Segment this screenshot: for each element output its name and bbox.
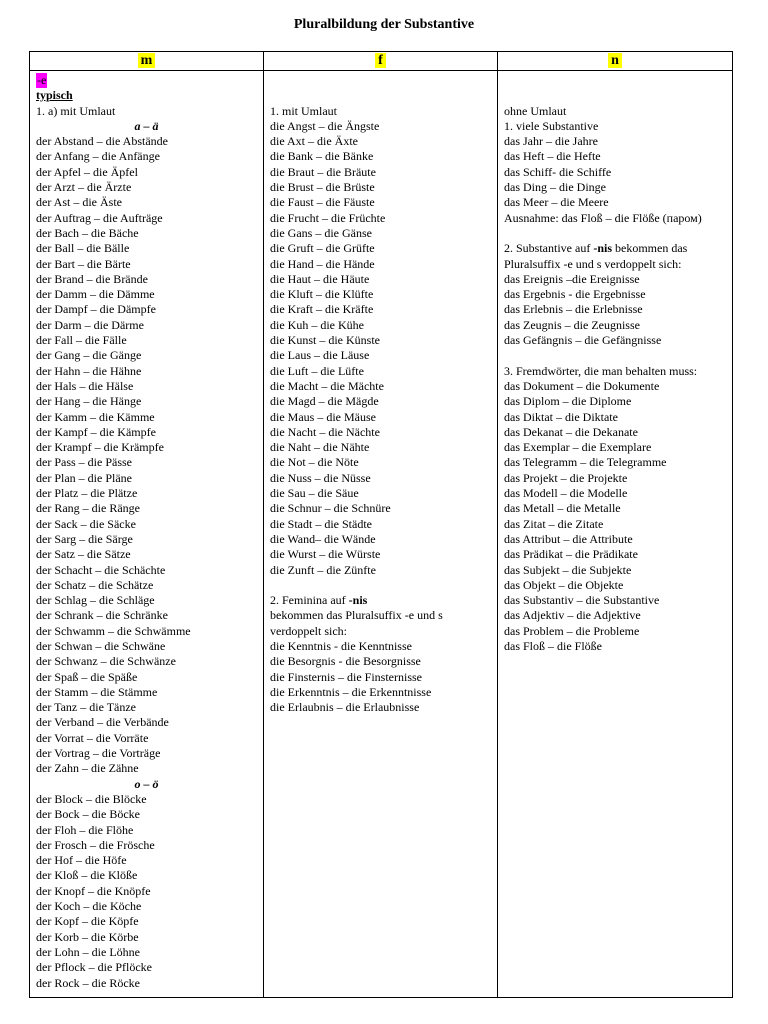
list-item: das Zitat – die Zitate [504,516,604,531]
list-item: der Pflock – die Pflöcke [36,960,152,975]
list-item: die Kraft – die Kräfte [270,302,374,317]
list-item: das Adjektiv – die Adjektive [504,608,641,623]
list-item: die Not – die Nöte [270,455,359,470]
list-item: der Plan – die Pläne [36,470,132,485]
list-item: das Problem – die Probleme [504,623,640,638]
list-item: die Kenntnis - die Kenntnisse [270,638,412,653]
list-item: der Schlag – die Schläge [36,593,155,608]
list-item: der Kopf – die Köpfe [36,914,139,929]
list-item: die Haut – die Häute [270,271,370,286]
list-item: der Knopf – die Knöpfe [36,883,151,898]
header-label: m [138,53,156,68]
list-item: die Erlaubnis – die Erlaubnisse [270,700,420,715]
list-item: der Gang – die Gänge [36,348,142,363]
list-item: das Ergebnis - die Ergebnisse [504,287,646,302]
list-item: die Braut – die Bräute [270,164,376,179]
intro-text: 1. a) mit Umlaut [36,103,116,118]
list-item: der Schwan – die Schwäne [36,638,166,653]
header-masculine [30,52,264,71]
list-item: die Wand– die Wände [270,531,376,546]
list-item: das Jahr – die Jahre [504,134,598,149]
list-item: das Ereignis –die Ereignisse [504,271,640,286]
list-item: die Sau – die Säue [270,486,359,501]
group-heading-a: a – ä [134,118,159,133]
list-item: die Gans – die Gänse [270,225,372,240]
section-heading: 2. Substantive auf -nis bekommen das Pluralsuffix -e und s verdoppelt sich: [504,241,688,271]
list-item: der Frosch – die Frösche [36,837,155,852]
list-item: das Telegramm – die Telegramme [504,455,667,470]
list-item: der Hals – die Hälse [36,378,134,393]
intro-text: ohne Umlaut [504,103,567,118]
list-item: der Brand – die Brände [36,271,148,286]
subtitle: typisch [36,88,73,103]
list-item: das Schiff- die Schiffe [504,164,612,179]
list-item: die Frucht – die Früchte [270,210,386,225]
list-item: der Hof – die Höfe [36,853,127,868]
list-item: das Subjekt – die Subjekte [504,562,632,577]
list-item: der Lohn – die Löhne [36,944,140,959]
list-item: der Schatz – die Schätze [36,577,154,592]
header-label: f [375,53,386,68]
list-item: der Floh – die Flöhe [36,822,134,837]
section-heading: 3. Fremdwörter, die man behalten muss: [504,363,698,378]
list-item: die Faust – die Fäuste [270,195,375,210]
list-item: die Finsternis – die Finsternisse [270,669,422,684]
list-item: das Diktat – die Diktate [504,409,618,424]
suffix-marker: -e [37,73,47,87]
page-title: Pluralbildung der Substantive [293,17,475,32]
intro-text: 1. mit Umlaut [270,103,337,118]
list-item: der Arzt – die Ärzte [36,180,132,195]
list-item: die Gruft – die Grüfte [270,241,375,256]
list-item: der Bach – die Bäche [36,225,139,240]
list-item: der Rock – die Röcke [36,975,140,990]
list-item: die Laus – die Läuse [270,348,370,363]
list-item: die Nuss – die Nüsse [270,470,371,485]
header-neuter [498,52,733,71]
list-item: die Naht – die Nähte [270,440,370,455]
list-item: der Schacht – die Schächte [36,562,166,577]
list-item: der Ball – die Bälle [36,241,130,256]
list-item: das Prädikat – die Prädikate [504,547,638,562]
list-item: die Zunft – die Zünfte [270,562,376,577]
list-item: die Macht – die Mächte [270,378,384,393]
list-item: der Satz – die Sätze [36,547,131,562]
list-item: das Exemplar – die Exemplare [504,440,652,455]
list-item: der Stamm – die Stämme [36,684,158,699]
list-item: die Stadt – die Städte [270,516,372,531]
list-item: der Auftrag – die Aufträge [36,210,163,225]
list-item: das Projekt – die Projekte [504,470,628,485]
list-item: der Zahn – die Zähne [36,761,139,776]
list-item: der Korb – die Körbe [36,929,139,944]
list-item: der Sack – die Säcke [36,516,136,531]
group-heading-o: o – ö [134,776,159,791]
list-item: das Metall – die Metalle [504,501,621,516]
list-item: das Modell – die Modelle [504,486,628,501]
list-item: die Brust – die Brüste [270,180,375,195]
plural-table [29,51,733,998]
column-neuter [498,71,733,998]
list-item: der Darm – die Därme [36,317,144,332]
list-item: der Platz – die Plätze [36,486,138,501]
list-item: das Substantiv – die Substantive [504,593,660,608]
list-item: der Abstand – die Abstände [36,134,168,149]
list-item: der Schwamm – die Schwämme [36,623,191,638]
list-item: der Koch – die Köche [36,899,142,914]
list-item: das Gefängnis – die Gefängnisse [504,333,662,348]
list-item: der Verband – die Verbände [36,715,169,730]
list-item: die Hand – die Hände [270,256,375,271]
list-item: die Angst – die Ängste [270,118,380,133]
list-item: die Axt – die Äxte [270,134,358,149]
list-item: der Schrank – die Schränke [36,608,168,623]
list-item: die Kluft – die Klüfte [270,287,374,302]
header-row [30,52,733,71]
list-item: das Objekt – die Objekte [504,577,624,592]
list-item: die Schnur – die Schnüre [270,501,391,516]
content-row [30,71,733,998]
list-item: die Nacht – die Nächte [270,424,380,439]
list-item: die Kuh – die Kühe [270,317,364,332]
list-item: der Bart – die Bärte [36,256,131,271]
section-heading: 2. Feminina auf -nis [270,593,368,608]
list-item: das Zeugnis – die Zeugnisse [504,317,640,332]
intro-text: 1. viele Substantive [504,118,599,133]
section-text: bekommen das Pluralsuffix -e und s verdoppelt sich: [270,608,443,638]
list-item: der Krampf – die Krämpfe [36,440,164,455]
list-item: der Hahn – die Hähne [36,363,142,378]
list-item: der Kloß – die Klöße [36,868,138,883]
list-item: der Hang – die Hänge [36,394,142,409]
list-item: das Dekanat – die Dekanate [504,424,638,439]
list-item: der Rang – die Ränge [36,501,140,516]
list-item: das Dokument – die Dokumente [504,378,660,393]
list-item: die Besorgnis - die Besorgnisse [270,654,421,669]
list-item: das Erlebnis – die Erlebnisse [504,302,643,317]
list-item: die Wurst – die Würste [270,547,381,562]
list-item: die Bank – die Bänke [270,149,374,164]
list-item: der Schwanz – die Schwänze [36,654,176,669]
list-item: der Bock – die Böcke [36,807,140,822]
header-label: n [608,53,622,68]
list-item: die Luft – die Lüfte [270,363,364,378]
list-item: der Dampf – die Dämpfe [36,302,156,317]
list-item: der Kampf – die Kämpfe [36,424,156,439]
list-item: der Block – die Blöcke [36,791,147,806]
list-item: der Vortrag – die Vorträge [36,746,161,761]
list-item: die Erkenntnis – die Erkenntnisse [270,684,432,699]
list-item: das Floß – die Flöße [504,638,602,653]
list-item: der Fall – die Fälle [36,333,127,348]
list-item: der Sarg – die Särge [36,531,133,546]
list-item: das Meer – die Meere [504,195,609,210]
list-item: der Tanz – die Tänze [36,700,137,715]
column-feminine [264,71,498,998]
list-item: der Pass – die Pässe [36,455,132,470]
list-item: der Anfang – die Anfänge [36,149,160,164]
list-item: das Heft – die Hefte [504,149,601,164]
list-item: die Magd – die Mägde [270,394,379,409]
list-item: die Kunst – die Künste [270,333,380,348]
list-item: der Kamm – die Kämme [36,409,155,424]
list-item: das Diplom – die Diplome [504,394,632,409]
column-masculine [30,71,264,998]
list-item: der Spaß – die Späße [36,669,138,684]
list-item: der Vorrat – die Vorräte [36,730,149,745]
list-item: die Maus – die Mäuse [270,409,376,424]
list-item: der Apfel – die Äpfel [36,164,138,179]
list-item: das Attribut – die Attribute [504,531,633,546]
exception-text: Ausnahme: das Floß – die Flöße (паром) [504,210,702,225]
list-item: der Ast – die Äste [36,195,122,210]
list-item: das Ding – die Dinge [504,180,606,195]
list-item: der Damm – die Dämme [36,287,155,302]
header-feminine [264,52,498,71]
